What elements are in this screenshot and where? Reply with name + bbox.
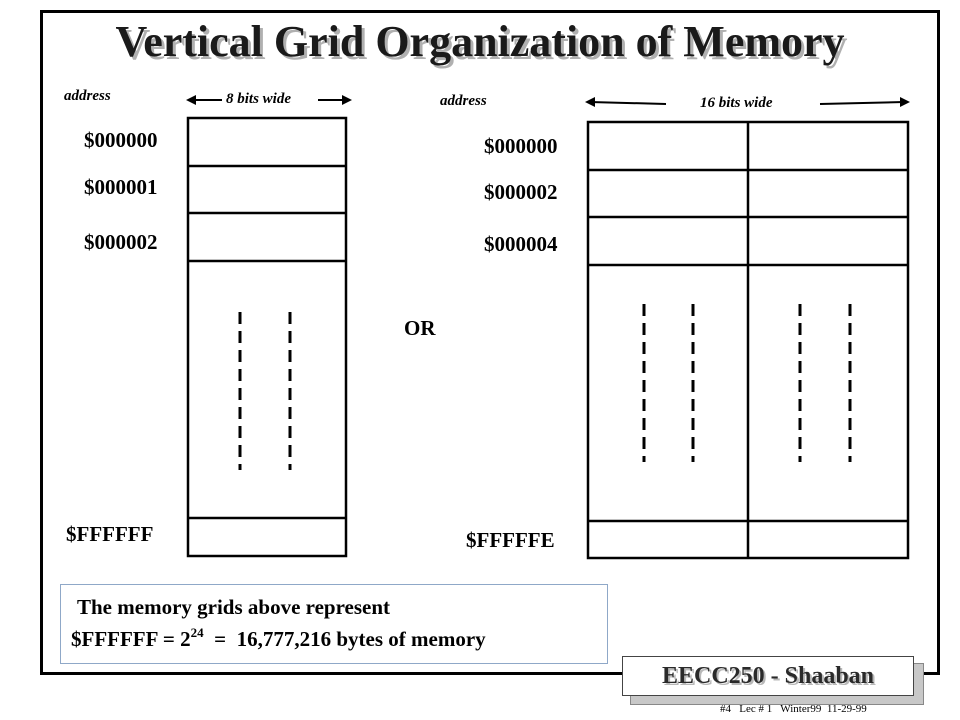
right-address-label: $000002 [484, 180, 558, 204]
note-line-1: The memory grids above represent [77, 595, 391, 619]
left-memory-grid [186, 95, 352, 556]
right-width-arrowhead [900, 97, 910, 107]
left-address-heading: address [64, 88, 111, 104]
left-address-label: $000001 [84, 175, 158, 199]
left-address-label: $000002 [84, 230, 158, 254]
right-width-arrow [820, 102, 904, 104]
slide-footer: #4 Lec # 1 Winter99 11-29-99 [720, 703, 867, 715]
right-width-label: 16 bits wide [700, 95, 773, 111]
note-exponent: 24 [190, 625, 204, 640]
left-width-arrowhead [342, 95, 352, 105]
left-width-arrowhead [186, 95, 196, 105]
right-last-address-label: $FFFFFE [466, 528, 555, 552]
slide-title: Vertical Grid Organization of Memory [115, 17, 845, 66]
memory-size-note [60, 584, 608, 664]
right-width-arrowhead [585, 97, 595, 107]
left-grid-outline [188, 118, 346, 556]
right-address-label: $000004 [484, 232, 558, 256]
left-last-address-label: $FFFFFF [66, 522, 154, 546]
note-equation-prefix: $FFFFFF = 2 [71, 627, 191, 651]
left-width-label: 8 bits wide [226, 91, 292, 107]
right-address-label: $000000 [484, 134, 558, 158]
right-address-heading: address [440, 93, 487, 109]
course-badge: EECC250 - Shaaban [622, 656, 914, 696]
right-memory-grid [585, 97, 910, 558]
or-label: OR [404, 316, 436, 340]
note-line-2 [71, 627, 486, 652]
right-width-arrow [590, 102, 666, 104]
left-address-label: $000000 [84, 128, 158, 152]
note-equation-suffix: = 16,777,216 bytes of memory [203, 627, 486, 651]
